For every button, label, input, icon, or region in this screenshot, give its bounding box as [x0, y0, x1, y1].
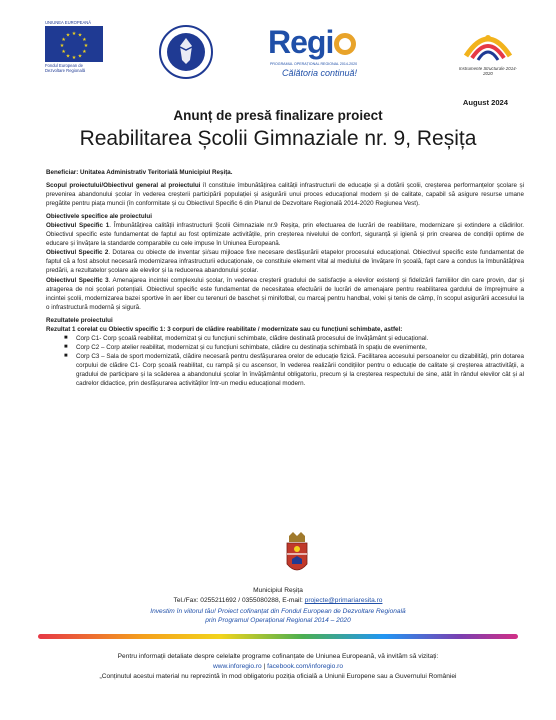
resita-crest-logo: [285, 532, 309, 578]
result-bullet-text: Corp C2 – Corp atelier reabilitat, modernizat și cu funcțiuni schimbate, clădire cu destinația schimbată în spațiu de evenimente,: [76, 343, 427, 351]
footer-links: [0, 663, 556, 670]
eu-logo-caption-top: UNIUNEA EUROPEANĂ: [45, 20, 92, 25]
objective-1-label: Obiectivul Specific 1: [46, 222, 110, 230]
regio-logo: [268, 24, 388, 80]
objective-1-paragraph: [46, 221, 524, 248]
regio-o-ring-icon: [334, 33, 356, 55]
svg-text:★: ★: [83, 43, 89, 49]
svg-text:★: ★: [82, 49, 87, 55]
svg-text:★: ★: [71, 55, 77, 61]
eu-flag-icon: [45, 26, 103, 62]
objective-1-text: . Îmbunătățirea calității infrastructurii Școlii Gimnaziale nr.9 Reșița, prin efectuarea de lucrări de reabilitare, modernizare și extindere a clădirilor. Obiectivul specific este fundamentat de faptul au fost optimizate activitățile, prin creșterea nivelului de confort, siguranță și igienă și prin crearea de condiții optime de educare și învățare la standarde comparabile cu cele impuse în Uniunea Europeană.: [46, 222, 524, 248]
is-logo-caption: Instrumente Structurale 2014-2020: [458, 66, 518, 76]
svg-text:★: ★: [65, 32, 71, 39]
regio-wordmark-text: Regi: [268, 24, 334, 60]
link-separator: |: [263, 663, 266, 670]
facebook-link[interactable]: facebook.com/inforegio.ro: [267, 663, 344, 670]
svg-text:★: ★: [59, 43, 65, 49]
objective-2-paragraph: [46, 248, 524, 275]
svg-text:★: ★: [65, 53, 71, 60]
objective-3-text: . Amenajarea incintei complexului școlar, în vederea creșterii gradului de satisfacție a elevilor existenți și fidelizării familiilor din care provin, dar și atragerea de noi școlari potențiali. Obiectivul specific este fundamentat de necesitatea efectuării de lucrări de amenajare pentru reabilitarea gardului de împrejmuire a incintei școlii, modernizarea bazei sportive în aer liber cu terenuri de baschet și minifotbal, cu marcaj pentru handbal, volei și tenis de câmp, în scopul asigurării accesului la o infrastructură modernă și sigură.: [46, 276, 524, 311]
regio-wordmark: [268, 24, 356, 61]
result-bullet-text: Corp C3 – Sala de sport modernizată, clădire necesară pentru desfășurarea orelor de educație fizică. Facilitarea accesului persoanelor cu dizabilități, prin dotarea corpului de clădire C1- Corp școală reabilitat, cu rampă și cu ascensor, în vederea realizării condițiilor pentru o educație de calitate și creșterea atractivității, a gradului de participare și la scăderea a abandonului școlar în învățământul obligatoriu, precum și la creșterea respectului de sine, atât în rândul elevilor cât și al cadrelor didactice, prin desfășurarea activităților într-un mediu educațional modern.: [76, 352, 524, 388]
page-title: Anunț de presă finalizare proiect: [173, 108, 383, 123]
regio-program-caption: PROGRAMUL OPERAȚIONAL REGIONAL 2014-2020: [270, 62, 358, 66]
svg-text:★: ★: [61, 37, 66, 43]
coat-of-arms-icon: [285, 532, 309, 578]
objectives-heading: Obiectivele specifice ale proiectului: [46, 213, 152, 221]
bullet-square-icon: ■: [64, 352, 68, 359]
project-title: Reabilitarea Școlii Gimnaziale nr. 9, Reșița: [79, 127, 477, 150]
result-bullet-item: [46, 352, 524, 388]
svg-text:★: ★: [71, 31, 77, 37]
bullet-square-icon: ■: [64, 334, 68, 341]
contact-phone: Tel./Fax: 0255211692 / 0355080288, E-mail:: [173, 597, 305, 604]
result-1-line: Rezultat 1 corelat cu Obiectiv specific 1: 3 corpuri de clădire reabilitate / modernizate sau cu funcțiuni schimbate, astfel:: [46, 325, 403, 333]
svg-text:★: ★: [77, 32, 83, 39]
government-seal-icon: [158, 24, 214, 80]
objective-3-label: Obiectivul Specific 3: [46, 276, 109, 284]
instrumente-structurale-logo: [458, 26, 518, 82]
objective-2-label: Obiectivul Specific 2: [46, 249, 109, 257]
result-bullet-item: [46, 334, 524, 343]
eu-logo-caption: Fondul European de Dezvoltare Regională: [45, 63, 86, 73]
result-bullet-text: Corp C1- Corp școală reabilitat, modernizat și cu funcțiuni schimbate, clădire destinată procesului de învățământ și educațional.: [76, 334, 429, 342]
structural-instruments-emblem-icon: [458, 26, 518, 66]
beneficiary-line: Beneficiar: Unitatea Administrativ Teritorială Municipiul Reșița.: [46, 169, 233, 176]
scope-text: îl constituie îmbunătățirea calității infrastructurii de educație și a dotării școlii, creșterea performanțelor școlare și prevenirea abandonului școlar în vederea creșterii participării populației și asigurării unui proces educațional modern și de calitate, capabil să asigure resurse umane pregătite pentru piața muncii (în conformitate și cu Obiectivul Specific 6 din Planul de Dezvoltare Regională 2014-2020 Regiunea Vest).: [46, 182, 524, 208]
press-release-date: August 2024: [462, 98, 508, 107]
scope-label: Scopul proiectului/Obiectivul general al proiectului: [46, 182, 201, 190]
result-bullet-item: [46, 343, 524, 352]
cofinancing-line-2: prin Programul Operațional Regional 2014 – 2020: [205, 617, 351, 625]
disclaimer: „Conținutul acestui material nu reprezintă în mod obligatoriu poziția oficială a Uniunii Europene sau a Guvernului României: [99, 673, 457, 680]
project-scope-paragraph: [46, 181, 524, 208]
results-heading: Rezultatele proiectului: [46, 316, 113, 324]
regio-tagline: Călătoria continuă!: [282, 68, 358, 78]
municipality-name: Municipiul Reșița: [253, 587, 303, 594]
svg-text:★: ★: [61, 49, 66, 55]
cofinancing-line-1: Investim în viitorul tău! Proiect cofinanțat din Fondul European de Dezvoltare Regională: [150, 608, 406, 615]
rainbow-divider: [38, 634, 518, 639]
document-body: [46, 168, 524, 388]
info-line: Pentru informații detaliate despre celelalte programe cofinanțate de Uniunea Europeană, vă invităm să vizitați:: [117, 653, 439, 660]
objective-3-paragraph: [46, 276, 524, 312]
bullet-square-icon: ■: [64, 343, 68, 350]
contact-email-link[interactable]: projecte@primariaresita.ro: [304, 597, 383, 604]
contact-line: [0, 597, 556, 604]
svg-text:★: ★: [77, 53, 83, 60]
eu-flag-logo: [45, 20, 103, 81]
cofinancing-statement: [0, 607, 556, 625]
inforegio-link[interactable]: www.inforegio.ro: [212, 663, 262, 670]
government-romania-logo: [158, 24, 214, 80]
svg-text:★: ★: [82, 37, 87, 43]
objective-2-text: . Dotarea cu obiecte de inventar și/sau mijloace fixe necesare desfășurării etapelor procesului educațional. Obiectivul specific este fundamentat de faptul că a fost absolut necesară modernizarea infrastructurii educaționale, ce constituie element vital al mediului de învățare în școală, fapt care a condus la îmbunătățirea predării, a rezultatelor școlare ale elevilor și la reducerea abandonului școlar.: [46, 249, 524, 275]
